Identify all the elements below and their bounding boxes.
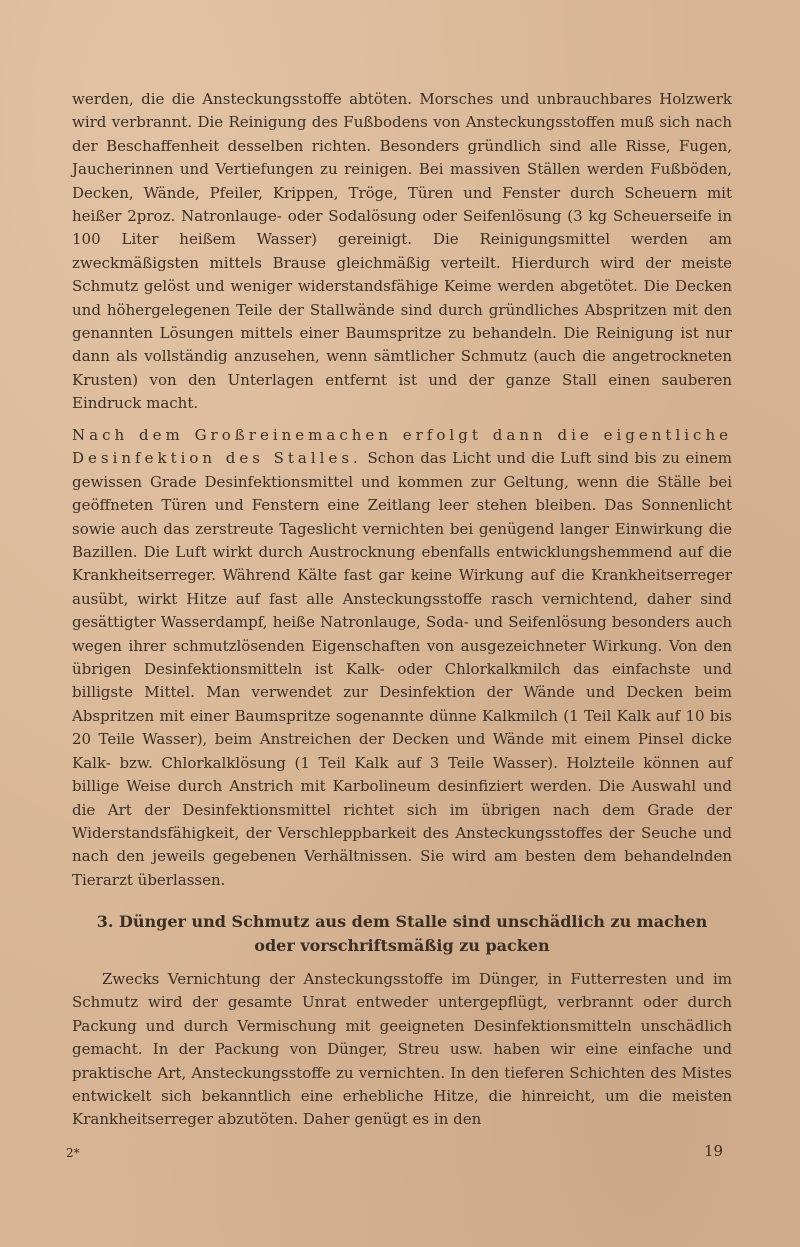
section-heading-line-1: 3. Dünger und Schmutz aus dem Stalle sind unschädlich zu machen (96, 912, 708, 931)
paragraph-2 (72, 424, 732, 892)
section-heading (72, 910, 732, 958)
paragraph-2-body (72, 424, 732, 892)
page-number: 19 (704, 1142, 724, 1160)
paragraph-1-text: werden, die die Ansteckungsstoffe abtöten. Morsches und unbrauchbares Holzwerk wird verbrannt. Die Reinigung des Fußbodens von Ansteckungsstoffen muß sich nach der Beschaffenheit desselben richten. Besonders gründlich sind alle Risse, Fugen, Jaucherinnen und Vertiefungen zu reinigen. Bei massiven Ställen werden Fußböden, Decken, Wände, Pfeiler, Krippen, Tröge, Türen und Fenster durch Scheuern mit heißer 2proz. Natronlauge- oder Sodalösung oder Seifenlösung (3 kg Scheuerseife in 100 Liter heißem Wasser) gereinigt. Die Reinigungsmittel werden am zweckmäßigsten mittels Brause gleichmäßig verteilt. Hierdurch wird der meiste Schmutz gelöst und weniger widerstandsfähige Keime werden abgetötet. Die Decken und höhergelegenen Teile der Stallwände sind durch gründliches Abspritzen mit den genannten Lösungen mittels einer Baumspritze zu behandeln. Die Reinigung ist nur dann als vollständig anzusehen, wenn sämtlicher Schmutz (auch die angetrockneten Krusten) von den Unterlagen entfernt ist und der ganze Stall einen sauberen Eindruck macht. (72, 90, 732, 413)
paragraph-1 (72, 88, 732, 416)
paragraph-3-text: Zwecks Vernichtung der Ansteckungsstoffe im Dünger, in Futterresten und im Schmutz wird der gesamte Unrat entweder untergepflügt, verbrannt oder durch Packung und durch Vermischung mit geeigneten Desinfektionsmitteln unschädlich gemacht. In der Packung von Dünger, Streu usw. haben wir eine einfache und praktische Art, Ansteckungsstoffe zu vernichten. In den tieferen Schichten des Mistes entwickelt sich bekanntlich eine erhebliche Hitze, die hinreicht, um die meisten Krankheitserreger abzutöten. Daher genügt es in den (72, 970, 732, 1129)
paragraph-3 (72, 968, 732, 1132)
signature-mark: 2* (66, 1146, 80, 1160)
spaced-lead-text: Nach dem Großreinemachen erfolgt dann die eigentliche Desinfektion des Stalles. (72, 426, 732, 468)
paragraph-2-text: Schon das Licht und die Luft sind bis zu einem gewissen Grade Desinfektionsmittel und kommen zur Geltung, wenn die Ställe bei geöffneten Türen und Fenstern eine Zeitlang leer stehen bleiben. Das Sonnenlicht sowie auch das zerstreute Tageslicht vernichten bei genügend langer Einwirkung die Bazillen. Die Luft wirkt durch Austrocknung ebenfalls entwicklungshemmend auf die Krankheitserreger. Während Kälte fast gar keine Wirkung auf die Krankheitserreger ausübt, wirkt Hitze auf fast alle Ansteckungsstoffe rasch vernichtend, daher sind gesättigter Wasserdampf, heiße Natronlauge, Soda- und Seifenlösung besonders auch wegen ihrer schmutzlösenden Eigenschaften von ausgezeichneter Wirkung. Von den übrigen Desinfektionsmitteln ist Kalk- oder Chlorkalkmilch das einfachste und billigste Mittel. Man verwendet zur Desinfektion der Wände und Decken beim Abspritzen mit einer Baumspritze sogenannte dünne Kalkmilch (1 Teil Kalk auf 10 bis 20 Teile Wasser), beim Anstreichen der Decken und Wände mit einem Pinsel dicke Kalk- bzw. Chlorkalklösung (1 Teil Kalk auf 3 Teile Wasser). Holzteile können auf billige Weise durch Anstrich mit Karbolineum desinfiziert werden. Die Auswahl und die Art der Desinfektionsmittel richtet sich im übrigen nach dem Grade der Widerstandsfähigkeit, der Verschleppbarkeit des Ansteckungsstoffes der Seuche und nach den jeweils gegebenen Verhältnissen. Sie wird am besten dem behandelnden Tierarzt überlassen. (72, 449, 732, 889)
section-heading-line-2: oder vorschriftsmäßig zu packen (254, 936, 550, 955)
